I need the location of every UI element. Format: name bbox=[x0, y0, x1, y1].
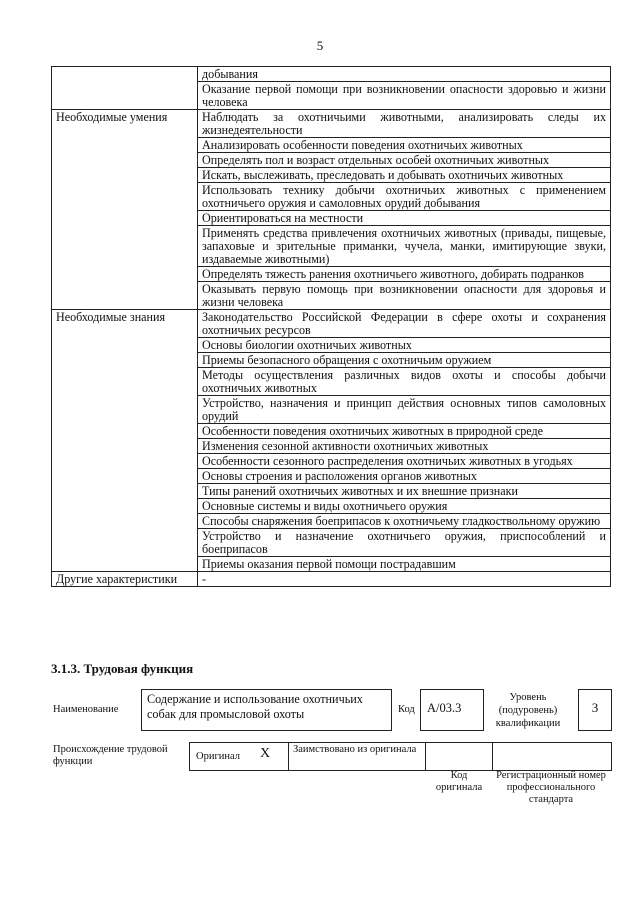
requirement-cell: Искать, выслеживать, преследовать и добывать охотничьих животных bbox=[198, 168, 611, 183]
requirement-cell: Изменения сезонной активности охотничьих животных bbox=[198, 439, 611, 454]
requirement-cell: Устройство и назначение охотничьего оружия, приспособлений и боеприпасов bbox=[198, 529, 611, 557]
requirement-cell: Основы биологии охотничьих животных bbox=[198, 338, 611, 353]
code-original-caption: Код оригинала bbox=[435, 770, 483, 793]
requirement-cell: Методы осуществления различных видов охоты и способы добычи охотничьих животных bbox=[198, 368, 611, 396]
original-box bbox=[189, 742, 290, 771]
original-label: Оригинал bbox=[196, 751, 240, 762]
borrowed-box bbox=[288, 742, 427, 771]
requirement-cell: Особенности сезонного распределения охотничьих животных в угодьях bbox=[198, 454, 611, 469]
name-value: Содержание и использование охотничьих собак для промысловой охоты bbox=[147, 692, 363, 721]
borrowed-label: Заимствовано из оригинала bbox=[293, 744, 417, 755]
requirement-cell: Особенности поведения охотничьих животных в природной среде bbox=[198, 424, 611, 439]
requirement-cell: Оказание первой помощи при возникновении опасности здоровью и жизни человека bbox=[198, 82, 611, 110]
requirement-cell: Законодательство Российской Федерации в сфере охоты и сохранения охотничьих ресурсов bbox=[198, 310, 611, 338]
name-box bbox=[141, 689, 392, 731]
section-label bbox=[52, 67, 198, 110]
section-title: 3.1.3. Трудовая функция bbox=[51, 661, 194, 676]
requirement-cell: Приемы безопасного обращения с охотничьим оружием bbox=[198, 353, 611, 368]
original-mark: X bbox=[260, 746, 271, 761]
requirement-cell: Ориентироваться на местности bbox=[198, 211, 611, 226]
level-value: 3 bbox=[591, 700, 599, 715]
table-row bbox=[52, 572, 611, 587]
requirement-cell: Способы снаряжения боеприпасов к охотничьему гладкоствольному оружию bbox=[198, 514, 611, 529]
reg-number-caption: Регистрационный номер профессионального стандарта bbox=[496, 770, 606, 805]
requirement-cell: Типы ранений охотничьих животных и их внешние признаки bbox=[198, 484, 611, 499]
name-label: Наименование bbox=[53, 704, 119, 715]
requirement-cell: добывания bbox=[198, 67, 611, 82]
requirements-table bbox=[51, 66, 611, 587]
requirement-cell: - bbox=[198, 572, 611, 587]
requirement-cell: Анализировать особенности поведения охотничьих животных bbox=[198, 138, 611, 153]
requirement-cell: Наблюдать за охотничьими животными, анализировать следы их жизнедеятельности bbox=[198, 110, 611, 138]
level-box bbox=[578, 689, 612, 731]
reg-number-box bbox=[492, 742, 612, 771]
level-label: Уровень (подуровень) квалификации bbox=[495, 692, 561, 729]
requirement-cell: Применять средства привлечения охотничьих животных (привады, пищевые, запаховые и зрительные приманки, чучела, манки, имитирующие звуки, издаваемые животными) bbox=[198, 226, 611, 267]
section-label: Необходимые умения bbox=[52, 110, 198, 310]
code-original-box bbox=[425, 742, 494, 771]
table-row bbox=[52, 110, 611, 138]
requirement-cell: Основы строения и расположения органов животных bbox=[198, 469, 611, 484]
requirement-cell: Оказывать первую помощь при возникновении опасности для здоровья и жизни человека bbox=[198, 282, 611, 310]
requirement-cell: Приемы оказания первой помощи пострадавшим bbox=[198, 557, 611, 572]
code-value: A/03.3 bbox=[427, 701, 462, 715]
code-box bbox=[420, 689, 484, 731]
table-row bbox=[52, 67, 611, 82]
code-label: Код bbox=[398, 704, 415, 715]
requirement-cell: Определять тяжесть ранения охотничьего животного, добирать подранков bbox=[198, 267, 611, 282]
requirement-cell: Использовать технику добычи охотничьих животных с применением охотничьего оружия и самоловных орудий добывания bbox=[198, 183, 611, 211]
page-number: 5 bbox=[316, 38, 324, 53]
requirement-cell: Основные системы и виды охотничьего оружия bbox=[198, 499, 611, 514]
table-row bbox=[52, 310, 611, 338]
section-label: Необходимые знания bbox=[52, 310, 198, 572]
requirement-cell: Определять пол и возраст отдельных особей охотничьих животных bbox=[198, 153, 611, 168]
origin-label: Происхождение трудовой функции bbox=[53, 744, 168, 767]
requirement-cell: Устройство, назначения и принцип действия основных типов самоловных орудий bbox=[198, 396, 611, 424]
section-label: Другие характеристики bbox=[52, 572, 198, 587]
